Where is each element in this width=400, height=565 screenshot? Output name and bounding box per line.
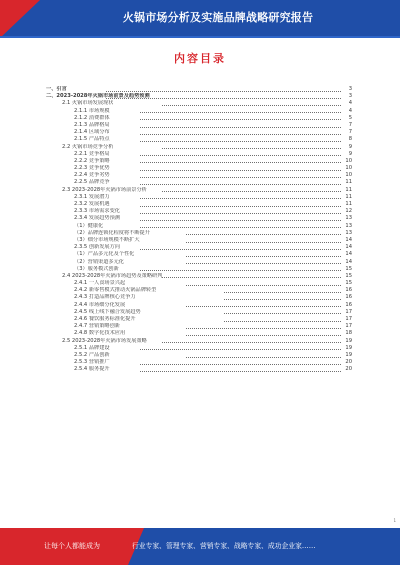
toc-leader-dots (186, 335, 341, 336)
toc-leader-dots (140, 206, 341, 207)
toc-leader-dots (162, 191, 341, 192)
toc-entry-label: 2.5.3 营销推广 (74, 359, 110, 366)
toc-leader-dots (106, 91, 341, 92)
toc-leader-dots (140, 184, 341, 185)
toc-entry-page: 14 (345, 244, 352, 251)
toc-entry-label: 2.2.3 竞争优势 (74, 165, 110, 172)
toc-entry[interactable] (46, 287, 352, 294)
toc-entry-label: （3）服务模式创新 (74, 265, 119, 272)
toc-entry[interactable] (46, 165, 352, 172)
toc-entry-label: 2.4.6 餐饮服务标准化提升 (74, 316, 136, 322)
toc-entry-page: 15 (345, 272, 352, 279)
toc-leader-dots (140, 134, 341, 135)
toc-entry[interactable] (46, 187, 352, 194)
toc-leader-dots (140, 349, 341, 350)
toc-entry-label: 2.4 2023-2028年火锅市场趋势及策略研判 (62, 272, 163, 279)
toc-entry-page: 10 (345, 172, 352, 179)
toc-entry-label: 2.2.4 竞争劣势 (74, 172, 110, 179)
toc-entry-page: 17 (345, 323, 352, 330)
toc-entry-page: 5 (348, 114, 352, 121)
table-of-contents (46, 86, 352, 374)
toc-entry-label: 2.2.5 品牌竞争 (74, 179, 110, 186)
toc-entry[interactable] (46, 345, 352, 352)
toc-entry-page: 8 (348, 136, 352, 143)
toc-entry-label: 2.2 火锅市场竞争分析 (62, 143, 114, 150)
toc-leader-dots (186, 256, 341, 257)
toc-entry-page: 14 (345, 258, 352, 265)
toc-entry-page: 17 (345, 316, 352, 322)
toc-entry[interactable] (46, 208, 352, 215)
toc-entry-page: 19 (345, 344, 352, 351)
toc-entry-label: 2.4.3 打造品牌核心竞争力 (74, 294, 136, 301)
toc-entry-label: 2.3.2 发展机遇 (74, 201, 110, 207)
toc-leader-dots (224, 321, 341, 322)
toc-entry-label: 2.4.1 一人食场景兴起 (74, 280, 126, 287)
toc-entry-page: 20 (345, 359, 352, 366)
toc-leader-dots (186, 242, 341, 243)
toc-entry[interactable] (46, 223, 352, 230)
toc-entry-label: 2.4.5 线上线下融合发展趋势 (74, 308, 141, 315)
toc-entry-page: 14 (345, 251, 352, 258)
toc-leader-dots (106, 98, 341, 99)
toc-entry-label: 2.3.5 创新发展方向 (74, 244, 120, 251)
toc-leader-dots (140, 213, 341, 214)
toc-entry-label: 2.3.1 发展潜力 (74, 193, 110, 200)
toc-entry-label: 2.1.5 产品特点 (74, 136, 110, 143)
toc-entry-page: 17 (345, 308, 352, 315)
toc-entry[interactable] (46, 172, 352, 179)
toc-entry-page: 11 (345, 193, 352, 200)
toc-leader-dots (186, 306, 341, 307)
toc-leader-dots (140, 249, 341, 250)
toc-entry-label: （2）营销渠道多元化 (74, 258, 124, 265)
toc-entry-page: 10 (345, 165, 352, 172)
toc-entry[interactable] (46, 100, 352, 107)
toc-entry[interactable] (46, 115, 352, 122)
toc-entry-page: 18 (345, 330, 352, 337)
toc-entry-label: 2.5 2023-2028年火锅市场发展策略 (62, 337, 147, 344)
toc-entry-page: 9 (348, 143, 352, 150)
toc-entry-page: 20 (345, 366, 352, 373)
toc-entry[interactable] (46, 273, 352, 280)
toc-entry-label: 2.1.3 品牌格局 (74, 121, 110, 128)
toc-entry[interactable] (46, 302, 352, 309)
toc-entry[interactable] (46, 179, 352, 186)
toc-entry-label: 2.1.1 市场规模 (74, 107, 110, 114)
toc-entry-page: 19 (345, 351, 352, 358)
toc-entry-page: 11 (345, 201, 352, 207)
toc-leader-dots (140, 270, 341, 271)
toc-leader-dots (162, 277, 341, 278)
footer-roles: 行业专家、管理专家、营销专家、战略专家、成功企业家…… (132, 542, 316, 550)
toc-entry[interactable] (46, 259, 352, 266)
toc-entry[interactable] (46, 323, 352, 330)
toc-entry[interactable] (46, 352, 352, 359)
toc-entry-label: 2.3.3 市场需求变化 (74, 208, 120, 215)
toc-entry-label: 2.2.1 竞争格局 (74, 150, 110, 157)
toc-leader-dots (140, 177, 341, 178)
toc-leader-dots (140, 112, 341, 113)
toc-entry[interactable] (46, 251, 352, 258)
toc-entry[interactable] (46, 129, 352, 136)
toc-heading: 内容目录 (174, 52, 226, 65)
toc-leader-dots (140, 371, 341, 372)
toc-entry[interactable] (46, 194, 352, 201)
toc-entry-page: 15 (345, 265, 352, 272)
toc-entry[interactable] (46, 144, 352, 151)
toc-entry-label: 2.4.4 市场细分化发展 (74, 301, 126, 308)
toc-entry-page: 13 (345, 229, 352, 236)
toc-entry-label: 一、引言 (46, 86, 67, 92)
toc-leader-dots (140, 220, 341, 221)
toc-entry[interactable] (46, 108, 352, 115)
toc-entry-label: 2.3.4 发展趋势预测 (74, 215, 120, 222)
toc-entry-page: 7 (348, 129, 352, 136)
toc-entry[interactable] (46, 316, 352, 323)
toc-leader-dots (140, 155, 341, 156)
toc-leader-dots (224, 299, 341, 300)
toc-entry-page: 11 (345, 186, 352, 193)
toc-entry-page: 13 (345, 215, 352, 222)
toc-leader-dots (140, 127, 341, 128)
toc-leader-dots (140, 119, 341, 120)
toc-entry-page: 16 (345, 287, 352, 294)
toc-entry-page: 12 (345, 208, 352, 215)
toc-entry[interactable] (46, 244, 352, 251)
header-red-accent (0, 0, 40, 38)
toc-leader-dots (140, 162, 341, 163)
toc-leader-dots (186, 263, 341, 264)
toc-leader-dots (140, 227, 341, 228)
toc-entry-label: 2.3 2023-2028年火锅市场前景分析 (62, 186, 147, 193)
toc-entry-label: （2）品牌连锁化程度将不断提升 (74, 229, 150, 236)
toc-entry[interactable] (46, 201, 352, 208)
toc-entry-page: 4 (348, 100, 352, 107)
toc-leader-dots (140, 141, 341, 142)
toc-entry-label: （3）细分市场规模不断扩大 (74, 236, 140, 243)
toc-entry-label: （1）健康化 (74, 222, 104, 229)
toc-entry[interactable] (46, 330, 352, 337)
toc-leader-dots (140, 170, 341, 171)
toc-entry-label: 2.5.4 服务提升 (74, 366, 110, 373)
toc-leader-dots (224, 313, 341, 314)
toc-entry-label: 2.5.1 品牌建设 (74, 344, 110, 351)
toc-leader-dots (162, 148, 341, 149)
footer-slogan: 让每个人都能成为 (44, 542, 100, 550)
toc-entry-page: 7 (348, 121, 352, 128)
toc-entry-label: 二、2023-2028年火锅市场前景及趋势预测 (46, 93, 150, 100)
toc-entry[interactable] (46, 151, 352, 158)
toc-entry-page: 3 (348, 93, 352, 100)
page-header (0, 0, 400, 38)
toc-entry[interactable] (46, 215, 352, 222)
toc-entry-label: 2.4.8 数字化技术应用 (74, 330, 126, 337)
toc-entry-page: 16 (345, 301, 352, 308)
toc-entry[interactable] (46, 338, 352, 345)
toc-entry[interactable] (46, 93, 352, 100)
toc-entry-label: 2.2.2 竞争策略 (74, 157, 110, 164)
toc-entry[interactable] (46, 122, 352, 129)
toc-leader-dots (186, 357, 341, 358)
toc-leader-dots (140, 198, 341, 199)
toc-entry-label: 2.4.2 新零售模式推动火锅品牌转型 (74, 287, 157, 294)
toc-entry[interactable] (46, 266, 352, 273)
toc-entry-page: 11 (345, 179, 352, 186)
toc-entry-page: 4 (348, 107, 352, 114)
page-number: 1 (393, 518, 396, 523)
toc-entry-page: 14 (345, 236, 352, 243)
page-footer (0, 528, 400, 565)
toc-leader-dots (186, 328, 341, 329)
toc-entry[interactable] (46, 86, 352, 93)
toc-leader-dots (186, 234, 341, 235)
toc-entry-label: 2.1 火锅市场发展现状 (62, 100, 114, 107)
toc-entry-page: 19 (345, 337, 352, 344)
toc-leader-dots (224, 292, 341, 293)
toc-entry-label: （1）产品多元化及个性化 (74, 251, 135, 258)
toc-leader-dots (162, 342, 341, 343)
report-title: 火锅市场分析及实施品牌战略研究报告 (122, 11, 314, 24)
toc-leader-dots (140, 364, 341, 365)
toc-entry[interactable] (46, 309, 352, 316)
toc-entry[interactable] (46, 359, 352, 366)
toc-entry-label: 2.1.2 消费群体 (74, 114, 110, 121)
toc-entry-page: 16 (345, 294, 352, 301)
toc-leader-dots (186, 285, 341, 286)
toc-entry[interactable] (46, 230, 352, 237)
toc-entry[interactable] (46, 294, 352, 301)
toc-entry-label: 2.4.7 营销策略创新 (74, 323, 120, 330)
toc-entry-page: 10 (345, 157, 352, 164)
toc-entry[interactable] (46, 237, 352, 244)
toc-entry[interactable] (46, 280, 352, 287)
toc-entry-page: 3 (348, 86, 352, 92)
toc-entry[interactable] (46, 158, 352, 165)
toc-entry-page: 13 (345, 222, 352, 229)
toc-entry[interactable] (46, 136, 352, 143)
toc-entry-label: 2.5.2 产品创新 (74, 351, 110, 358)
toc-entry-page: 9 (348, 150, 352, 157)
toc-entry-page: 15 (345, 280, 352, 287)
toc-entry-label: 2.1.4 区域分布 (74, 129, 110, 136)
toc-entry[interactable] (46, 366, 352, 373)
toc-leader-dots (162, 105, 341, 106)
